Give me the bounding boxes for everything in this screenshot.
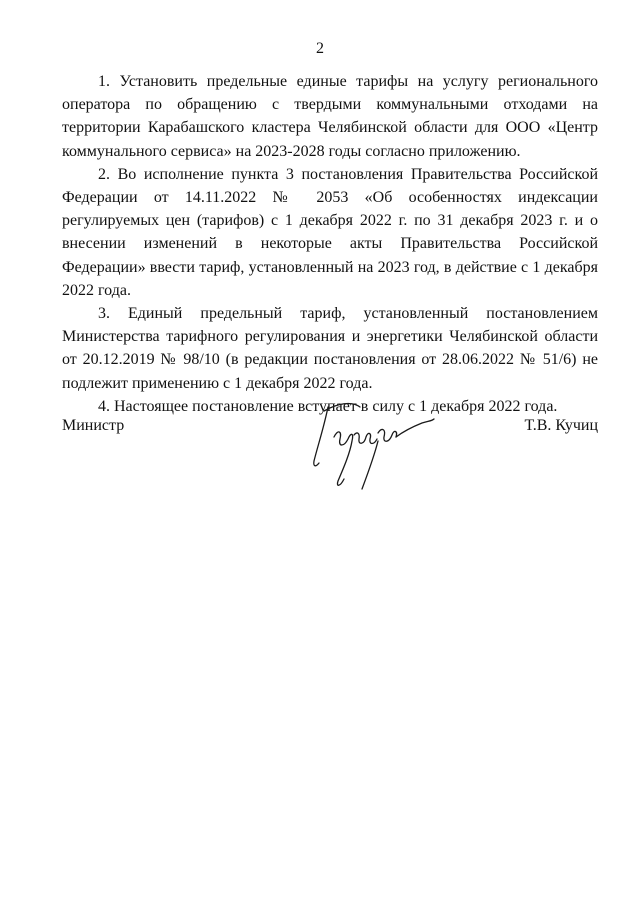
- paragraph-2: 2. Во исполнение пункта 3 постановления Правительства Российской Федерации от 14.11.2022 № 2053 «Об особенностях индексации регулируемых цен (тарифов) с 1 декабря 2022 г. по 31 декабря 2023 г. и о внесении изменений в некоторые акты Правительства Российской Федерации» ввести тариф, установленный на 2023 год, в действие с 1 декабря 2022 года.: [62, 165, 598, 299]
- paragraph-1: 1. Установить предельные единые тарифы на услугу регионального оператора по обращению с твердыми коммунальными отходами на территории Карабашского кластера Челябинской области для ООО «Центр коммунального сервиса» на 2023-2028 годы согласно приложению.: [62, 73, 598, 160]
- signature-block: [62, 412, 598, 522]
- page-number: 2: [316, 40, 324, 57]
- handwritten-signature: [294, 397, 444, 497]
- document-body: [62, 70, 598, 418]
- signer-title: Министр: [62, 417, 125, 434]
- paragraph-3: 3. Единый предельный тариф, установленный постановлением Министерства тарифного регулирования и энергетики Челябинской области от 20.12.2019 № 98/10 (в редакции постановления от 28.06.2022 № 51/6) не подлежит применению с 1 декабря 2022 года.: [62, 305, 598, 392]
- signer-name: Т.В. Кучиц: [524, 417, 598, 434]
- paragraph-4: 4. Настоящее постановление вступает в силу с 1 декабря 2022 года.: [98, 397, 558, 415]
